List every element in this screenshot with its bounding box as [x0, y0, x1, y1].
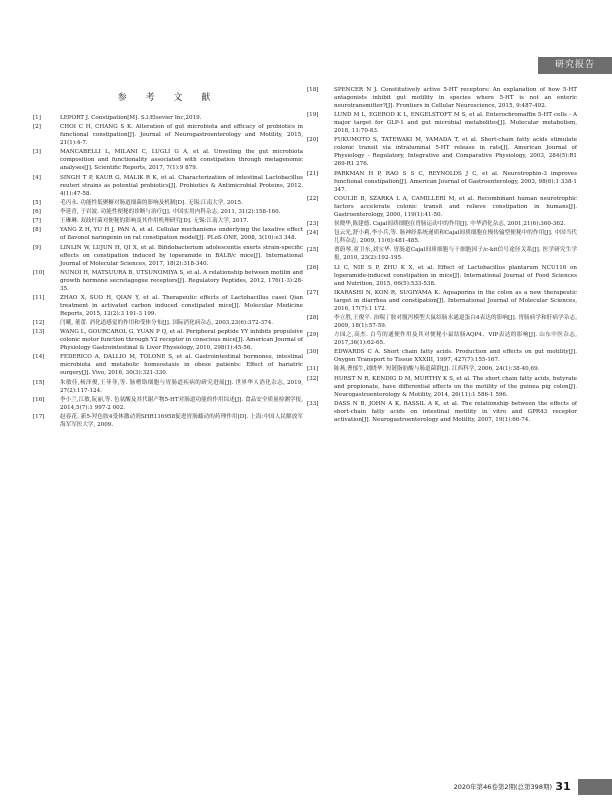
reference-text: 李立胜,王俊平. 治喘丁胺对腹泻模型大鼠结肠水通道蛋白4表达的影响[J]. 胃肠病学和肝病学杂志, 2009, 18(1):57-59. — [334, 314, 577, 329]
reference-text: 闫曦, 董蕾. 消化道感觉的作用和受体分布[J]. 国际消化病杂志, 2003,23(6):372-374. — [60, 320, 274, 327]
reference-item — [33, 123, 303, 147]
reference-text: YANG Z H, YU H J, PAN A, et al. Cellular mechanisms underlying the laxative effect of flavonol naringenin on rat constipation model[J]. PLoS ONE, 2008, 3(10):e3 348. — [60, 227, 303, 242]
reference-item — [33, 174, 303, 198]
reference-number: [32] — [307, 375, 319, 382]
reference-item — [307, 400, 577, 424]
reference-text: 李延青, 于岩波. 功能性便秘的诊断与治疗[J]. 中国实用内科杂志, 2011, 31(2):158-160. — [60, 208, 281, 215]
reference-item — [307, 170, 577, 194]
reference-item — [307, 220, 577, 228]
reference-item — [33, 226, 303, 242]
reference-item — [33, 328, 303, 352]
reference-text: SINGH T P, KAUR G, MALIK R K, et al. Characterization of intestinal Lactobacillus reuteri strains as potential probiotics[J]. Probiotics & Antimicrobial Proteins, 2012, 4(1):47-58. — [60, 174, 303, 197]
reference-text: MANCABELLI L, MILANI C, LUGLI G A, et al. Unveiling the gut microbiota composition and functionality associated with constipation through metagenomic analyses[J]. Scientific Reports, 2017, 7(1):9 879. — [60, 149, 303, 172]
reference-number: [25] — [307, 247, 319, 254]
reference-item — [307, 348, 577, 364]
references-title: 参 考 文 献 — [117, 93, 219, 103]
reference-text: ZHAO X, SUO H, QIAN Y, et al. Therapeutic effects of Lactobacillus casei Qian treatment in activated carbon induced constipated mice[J]. Molecular Medicine Reports, 2015, 12(2):3 191-3 199. — [60, 294, 303, 317]
reference-list-right — [307, 86, 577, 424]
reference-text: LUND M L, EGEROD K L, ENGELSTOFT M S, et al. Enterochromaffin 5-HT cells - A major target for GLP-1 and gut microbial metabolites[J]. Molecular metabolism, 2018, 11:70-83. — [334, 112, 577, 135]
reference-item — [307, 195, 577, 219]
reference-number: [22] — [307, 195, 319, 202]
reference-item — [307, 289, 577, 313]
reference-number: [19] — [307, 112, 319, 119]
reference-item — [307, 246, 577, 262]
reference-number: [27] — [307, 289, 319, 296]
reference-text: LINLIN W, LUJUN H, QI X, et al. Bifidobacterium adolescentis exerts strain-specific effects on constipation induced by loperamide in BALB/c mice[J]. International Journal of Molecular Sciences, 2017, 18(2):318-340. — [60, 244, 303, 267]
reference-text: LI C, NIE S P, ZHU K X, et al. Effect of Lactobacillus plantarum NCU116 on loperamide-induced constipation in mice[J]. International Journal of Food Sciences and Nutrition, 2015, 66(5):533-538. — [334, 264, 577, 287]
reference-number: [31] — [307, 366, 319, 373]
reference-number: [23] — [307, 220, 319, 227]
reference-item — [307, 229, 577, 245]
reference-item — [33, 269, 303, 293]
reference-number: [10] — [33, 269, 45, 276]
reference-item — [307, 264, 577, 288]
reference-text: 侯晓华,陈建德. Cajal间质细胞在胃肠运动中的作用[J]. 中华消化杂志, 2001,21(6):360-362. — [334, 220, 566, 227]
reference-item — [307, 331, 577, 347]
reference-text: HURST N R, KENDIG D M, MURTHY K S, et al. The short chain fatty acids, butyrate and propionate, have differential effects on the motility of the guinea pig colon[J]. Neurogastroenterology & Motility, 2014, 26(11):1 586-1 596. — [334, 375, 577, 398]
reference-text: 包云光,舒小莉,李小兵,等. 肠神经系统递质和Cajal间质细胞在慢传输型便秘中的作用[J]. 中国当代儿科杂志, 2009, 11(6):481-485. — [334, 230, 577, 245]
reference-item — [33, 208, 303, 216]
page-number: 31 — [555, 780, 571, 793]
reference-item — [307, 365, 577, 373]
reference-text: FEDERICO A, DALLIO M, TOLONE S, et al. Gastrointestinal hormones, intestinal microbiota and metabolic homeostasis in obese patients: Effect of bariatric surgery[J]. Vivo, 2016, 30(3):321-330. — [60, 354, 303, 377]
reference-number: [7] — [33, 218, 41, 225]
reference-number: [4] — [33, 174, 41, 181]
reference-number: [28] — [307, 314, 319, 321]
reference-text: NUNOI H, MATSUURA B, UTSUNOMIYA S, et al. A relationship between motilin and growth hormone secretagogue receptors[J]. Regulatory Peptides, 2012, 176(1-3):28-35. — [60, 269, 303, 292]
reference-item — [33, 114, 303, 122]
reference-text: 方园之,高杰. 白芍的通便作用及其对便秘小鼠结肠AQP4、VIP表达的影响[J]. 山东中医杂志, 2017,36(1):62-65. — [334, 332, 577, 347]
reference-number: [1] — [33, 115, 41, 121]
reference-item — [33, 396, 303, 412]
reference-text: WANG L, GOURCAROL G, YUAN P Q, et al. Peripheral peptide YY inhibits propulsive colonic motor function through Y2 receptor in conscious mice[J]. American Journal of Physiology Gastrointestinal & Liver Physiology, 2010, 298(1):45-56. — [60, 329, 303, 352]
reference-number: [13] — [33, 329, 45, 336]
reference-item — [33, 217, 303, 225]
reference-item — [33, 413, 303, 429]
reference-number: [18] — [307, 87, 319, 93]
reference-text: IKARASHI N, KON R, SUGIYAMA K. Aquaporins in the colon as a new therapeutic target in diarrhea and constipation[J]. International Journal of Molecular Sciences, 2016, 17(7):1 172. — [334, 289, 577, 312]
reference-text: LEPORT J. Constipation[M]. S.l:Elsevier Inc,2019. — [60, 115, 202, 121]
references-column-right — [307, 86, 577, 425]
footer-bar — [578, 779, 612, 795]
journal-issue-info: 2020年第46卷第2期(总第398期) — [453, 783, 552, 791]
reference-text: 李小兰,江敏,阮丽,等. 色氨酸及其代谢产物5-HT对肠道功能的作用综述[J]. 食品安全质量检测学报, 2014,5(7):1 997-2 002. — [60, 396, 303, 411]
reference-number: [33] — [307, 400, 319, 407]
reference-number: [16] — [33, 396, 45, 403]
section-tag: 研究报告 — [538, 57, 612, 74]
reference-number: [21] — [307, 170, 319, 177]
reference-number: [3] — [33, 149, 41, 156]
reference-item — [33, 294, 303, 318]
reference-number: [29] — [307, 332, 319, 339]
reference-number: [2] — [33, 124, 41, 131]
reference-number: [11] — [33, 294, 45, 301]
reference-text: 贾蔚琴,童卫东,刘宝华. 胃肠道Cajal间质细胞与干细胞因子/c-kit信号途径关系[J]. 医学研究生学报, 2010, 23(2):192-195. — [334, 247, 577, 262]
reference-text: FUKUMOTO S, TATEWAKI M, YAMADA T, et al. Short-chain fatty acids stimulate colonic transit via intraluminal 5-HT release in rats[J]. American Journal of Physiology - Regulatory, Integrative and Comparative Physiology, 2003, 284(5):R1 269-R1 276. — [334, 137, 577, 168]
reference-item — [307, 375, 577, 399]
reference-item — [307, 314, 577, 330]
reference-number: [14] — [33, 354, 45, 361]
reference-number: [20] — [307, 137, 319, 144]
reference-text: 朱敏佳,杨泽俊,王菲菲,等. 肠嗜铬细胞与胃肠道疾病的研究进展[J]. 世界华人消化杂志, 2019, 27(2):117-124. — [60, 379, 303, 394]
reference-item — [307, 111, 577, 135]
reference-item — [33, 379, 303, 395]
reference-number: [5] — [33, 199, 41, 206]
references-column-left — [33, 92, 303, 430]
reference-number: [12] — [33, 320, 45, 327]
reference-number: [26] — [307, 264, 319, 271]
reference-text: SPENCER N J. Constitutively active 5-HT receptors: An explanation of how 5-HT antagonists inhibit gut motility in species where 5-HT is not an enteric neurotransmitter?[J]. Frontiers in Cellular Neuroscience, 2015, 9:487-492. — [334, 87, 577, 109]
page-footer — [392, 779, 612, 795]
reference-text: PARKMAN H P, RAO S S C, REYNOLDS J C, et al. Neurotrophin-3 improves functional constipation[J]. American Journal of Gastroenterology, 2003, 98(6):1 338-1 347. — [334, 170, 577, 193]
reference-number: [30] — [307, 349, 319, 356]
reference-number: [17] — [33, 414, 45, 420]
reference-text: CHOI C H, CHANG S K. Alteration of gut microbiota and efficacy of probiotics in functional constipation[J]. Journal of Neurogastroenterology and Motility, 2015, 21(1):4-7. — [60, 124, 303, 147]
reference-item — [33, 199, 303, 207]
reference-text: 陈燕,曹郁生,刘晓华. 短链脂肪酸与肠道菌群[J]. 江西科学, 2006, 24(1):38-40,69. — [334, 366, 540, 373]
reference-number: [24] — [307, 230, 319, 237]
reference-text: EDWARDS C A. Short chain fatty acids. Production and effects on gut motility[J]. Oxygen Transport to Tissue XXXIII, 1997, 427(7):155-167. — [334, 349, 577, 364]
reference-item — [33, 148, 303, 172]
reference-number: [9] — [33, 244, 41, 251]
reference-text: COULIE B, SZARKA L A, CAMILLERI M, et al. Recombinant human neurotrophic factors accelerate colonic transit and relieve constipation in humans[J]. Gastroenterology, 2000, 119(1):41-50. — [334, 195, 577, 218]
reference-text: 王琳琳. 双歧杆菌对便秘的影响及其作用机理研究[D]. 无锡:江南大学, 2017. — [60, 218, 249, 225]
reference-number: [6] — [33, 208, 41, 215]
reference-number: [8] — [33, 227, 41, 234]
reference-item — [307, 136, 577, 168]
reference-list-left — [33, 114, 303, 429]
reference-item — [33, 244, 303, 268]
reference-text: DASS N B, JOHN A K, BASSIL A K, et al. The relationship between the effects of short-chain fatty acids on intestinal motility in vitro and GPR43 receptor activation[J]. Neurogastroenterology and Motility, 2007, 19(1):66-74. — [334, 400, 577, 423]
reference-item — [33, 319, 303, 327]
reference-item — [307, 86, 577, 110]
reference-text: 毛丙永. 功能性低聚糖对肠道细菌的影响及机制[D]. 无锡:江南大学, 2015. — [60, 199, 243, 206]
reference-item — [33, 353, 303, 377]
reference-number: [15] — [33, 379, 45, 386]
reference-text: 赵春花. 新5-羟色胺4受体激动剂SHR116958促进胃肠蠕动的药理作用[D]. 上海:中国人民解放军海军军医大学, 2009. — [60, 414, 303, 428]
